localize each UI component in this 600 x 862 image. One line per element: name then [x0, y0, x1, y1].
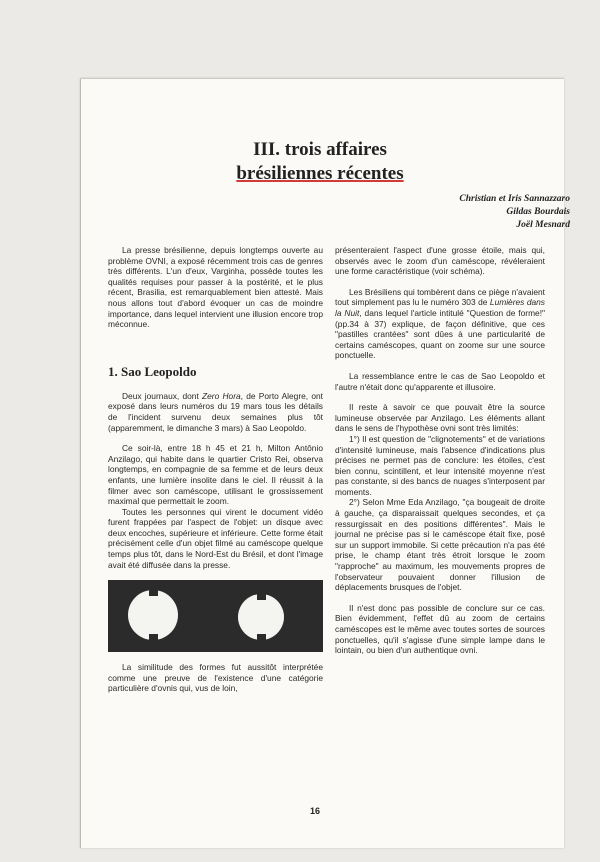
paragraph: Il n'est donc pas possible de conclure sur ce cas. Bien évidemment, l'effet dû au zoom de certains caméscopes est le même avec toutes sortes de sources ponctuelles, qu'il s'agisse d'une simple lampe dans le lointain, ou bien d'un authentique ovni.: [335, 602, 545, 656]
disc-notch: [257, 634, 266, 640]
paragraph: [108, 391, 323, 433]
intro-paragraph: La presse brésilienne, depuis longtemps ouverte au problème OVNI, a exposé récemment trois cas de genres très différents. L'un d'eux, Varginha, possède toutes les qualités requises pour passer à la postérité, et le plus récent, Brasilia, est remarquablement bien attesté. Mais nous allons tout d'abord évoquer un cas de moindre importance, dans lequel intervient une illusion encore trop méconnue.: [108, 245, 323, 330]
author-3: Joël Mesnard: [516, 220, 570, 230]
paragraph: 2°) Selon Mme Eda Anzilago, "ça bougeait de droite à gauche, ça disparaissait quelques secondes, et ça ressurgissait en des positions différentes". Mais le journal ne précise pas si le caméscope était fixe, posé sur un support immobile. Si cette précaution n'a pas été prise, le champ étant très étroit lorsque le zoom "rapproche" au maximum, les mouvements propres de l'observateur pouvaient donner l'illusion de déplacements brusques de l'objet.: [335, 497, 545, 593]
page-top-edge: [80, 78, 564, 79]
notched-disc-image: [128, 590, 178, 640]
paragraph: Toutes les personnes qui virent le document vidéo furent frappées par l'aspect de l'objet: un disque avec deux encoches, supérieure et inférieure. Cette forme était précisément celle d'un objet filmé au caméscope quelque temps plus tôt, dans le Nord-Est du Brésil, et dont l'image avait été diffusée dans la presse.: [108, 506, 323, 570]
paragraph: présenteraient l'aspect d'une grosse étoile, mais qui, observés avec le zoom d'un caméscope, révéleraient une forme caractéristique (voir schéma).: [335, 245, 545, 277]
title-line-2: brésiliennes récentes: [236, 163, 404, 184]
paragraph: Il reste à savoir ce que pouvait être la source lumineuse observée par Anzilago. Les éléments allant dans le sens de l'hypothèse ovni sont très limités:: [335, 402, 545, 434]
video-still-image: [108, 580, 323, 652]
paragraph: [335, 287, 545, 361]
paragraph: La ressemblance entre le cas de Sao Leopoldo et l'autre n'était donc qu'apparente et illusoire.: [335, 370, 545, 392]
paragraph: Ce soir-là, entre 18 h 45 et 21 h, Milton Antônio Anzilago, qui habite dans le quartier Cristo Rei, observa longtemps, en compagnie de sa femme et de leurs deux enfants, une lumière insolite dans le ciel. Il réussit à la filmer avec son caméscope, utilisant le grossissement maximal que permettait le zoom.: [108, 443, 323, 507]
text-run: Deux journaux, dont: [122, 390, 203, 401]
newspaper-name: Zero Hora: [202, 390, 241, 401]
text-run: , de Porto Alegre, ont exposé dans leurs numéros du 19 mars tous les détails de l'incident survenu deux semaines plus tôt (apparemment, le dimanche 3 mars) à Sao Leopoldo.: [108, 390, 323, 433]
left-column: [108, 245, 323, 704]
title-line-1: III. trois affaires: [253, 139, 387, 160]
disc-notch: [149, 634, 158, 640]
paragraph: 1°) Il est question de "clignotements" et de variations d'intensité lumineuse, mais l'absence d'indications plus précises ne permet pas de conclure: les étoiles, c'est bien connu, scintillent, et leur intensité moyenne n'est pas constante, si des bancs de nuages s'interposent par moments.: [335, 433, 545, 497]
section-heading: 1. Sao Leopoldo: [108, 363, 197, 379]
disc-notch: [257, 594, 266, 600]
right-column: [335, 245, 545, 666]
magazine-name: Lumières dans la Nuit: [335, 297, 545, 318]
author-list: [330, 193, 570, 232]
text-run: Les Brésiliens qui tombèrent dans ce piège n'avaient tout simplement pas lu le numéro 303 de: [335, 286, 545, 308]
article-title: [150, 138, 490, 186]
disc-notch: [149, 590, 158, 596]
page-number: 16: [310, 806, 321, 816]
text-run: , dans lequel l'article intitulé "Question de forme!" (pp.34 à 37) explique, de façon définitive, que ces "pastilles crantées" sont dûes à une particularité de certains caméscopes, quant on zoome sur une source ponctuelle.: [335, 307, 546, 361]
paragraph: La similitude des formes fut aussitôt interprétée comme une preuve de l'existence d'une catégorie particulière d'ovnis qui, vus de loin,: [108, 662, 323, 694]
author-2: Gildas Bourdais: [506, 207, 570, 217]
author-1: Christian et Iris Sannazzaro: [459, 194, 570, 204]
page-left-edge: [80, 78, 81, 848]
